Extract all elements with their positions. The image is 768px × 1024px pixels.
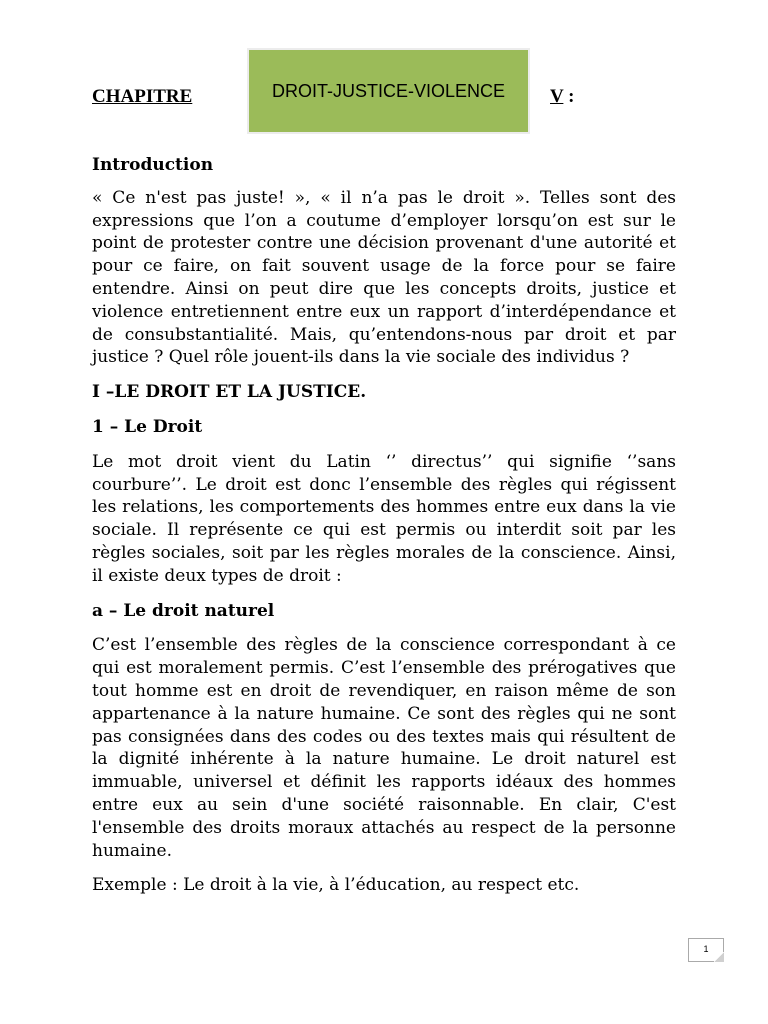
droit-naturel-paragraph: C’est l’ensemble des règles de la conscience correspondant à ce qui est moralement permis. C’est l’ensemble des prérogatives que tout homme est en droit de revendiquer, en raison même de son appartenance à la nature humaine. Ce sont des règles qui ne sont pas consignées dans des codes ou des textes mais qui résultent de la dignité inhérente à la nature humaine. Le droit naturel est immuable, universel et définit les rapports idéaux des hommes entre eux au sein d'une société raisonnable. En clair, C'est l'ensemble des droits moraux attachés au respect de la personne humaine. — [92, 635, 676, 861]
chapter-label: CHAPITRE — [92, 86, 193, 107]
chapter-title: DROIT-JUSTICE-VIOLENCE — [271, 80, 506, 101]
intro-heading: Introduction — [92, 155, 214, 175]
droit-paragraph: Le mot droit vient du Latin ‘’ directus’’ qui signifie ‘’sans courbure’’. Le droit est donc l’ensemble des règles qui régissent les relations, les comportements des hommes entre eux dans la vie sociale. Il représente ce qui est permis ou interdit soit par les règles sociales, soit par les règles morales de la conscience. Ainsi, il existe deux types de droit : — [92, 451, 676, 586]
chapter-title-box — [247, 48, 530, 134]
subsection-heading-droit: 1 – Le Droit — [92, 416, 203, 437]
document-body — [92, 154, 676, 909]
chapter-header — [92, 46, 692, 138]
chapter-number-group — [550, 86, 574, 108]
chapter-colon: : — [563, 86, 575, 107]
intro-paragraph: « Ce n'est pas juste! », « il n’a pas le droit ». Telles sont des expressions que l’on a coutume d’employer lorsqu’on est sur le point de protester contre une décision provenant d'une autorité et pour ce faire, on fait souvent usage de la force pour se faire entendre. Ainsi on peut dire que les concepts droits, justice et violence entretiennent entre eux un rapport d’interdépendance et de consubstantialité. Mais, qu’entendons-nous par droit et par justice ? Quel rôle jouent-ils dans la vie sociale des individus ? — [92, 187, 676, 368]
page-number: 1 — [688, 938, 724, 962]
subsection-heading-droit-naturel: a – Le droit naturel — [92, 600, 275, 621]
section-heading: I –LE DROIT ET LA JUSTICE. — [92, 382, 367, 403]
example-paragraph: Exemple : Le droit à la vie, à l’éducation, au respect etc. — [92, 875, 580, 896]
chapter-number: V — [550, 86, 564, 107]
